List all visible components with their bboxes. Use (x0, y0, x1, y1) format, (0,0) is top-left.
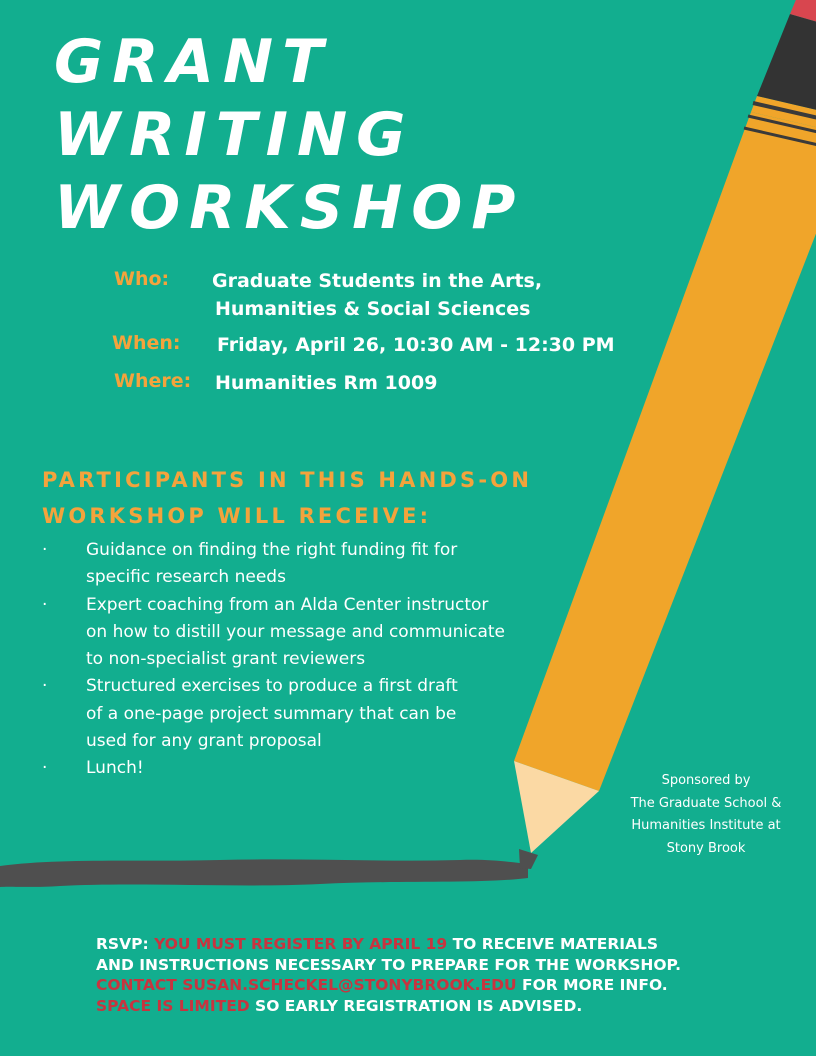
bullet-icon: · (42, 676, 48, 697)
rsvp-text: SO EARLY REGISTRATION IS ADVISED. (249, 996, 583, 1015)
list-item-line: Structured exercises to produce a first draft (86, 676, 458, 697)
list-item-line: to non-specialist grant reviewers (86, 649, 366, 670)
where-value: Humanities Rm 1009 (215, 372, 438, 394)
who-label: Who: (114, 268, 170, 290)
pencil-scribble-line (0, 859, 528, 887)
who-value-line1: Graduate Students in the Arts, (212, 270, 543, 292)
list-item-line: Lunch! (86, 758, 144, 779)
list-item-line: used for any grant proposal (86, 731, 322, 752)
where-label: Where: (114, 370, 192, 392)
workshop-title (54, 26, 524, 245)
rsvp-line (96, 975, 681, 996)
list-item-line: Guidance on finding the right funding fit for (86, 540, 458, 560)
sponsor-line: Humanities Institute at (631, 818, 781, 833)
pencil-graphite-point (519, 849, 538, 869)
list-item (42, 592, 562, 674)
bullet-icon: · (42, 758, 48, 779)
heading-line: PARTICIPANTS IN THIS HANDS-ON (42, 468, 533, 492)
benefits-heading (42, 462, 532, 534)
list-item-line: on how to distill your message and communicate (86, 621, 505, 642)
sponsor-line: Stony Brook (666, 840, 746, 856)
title-line: GRANT (54, 27, 333, 97)
list-item-line: specific research needs (86, 567, 286, 588)
when-value: Friday, April 26, 10:30 AM - 12:30 PM (217, 334, 615, 356)
rsvp-deadline: YOU MUST REGISTER BY APRIL 19 (154, 935, 448, 953)
rsvp-text: TO RECEIVE MATERIALS (447, 935, 659, 953)
list-item-line: Expert coaching from an Alda Center instructor (86, 594, 489, 615)
sponsor-line: The Graduate School & (630, 795, 782, 811)
rsvp-text: RSVP: (96, 935, 155, 953)
rsvp-block (96, 934, 681, 1016)
sponsor-block (618, 770, 794, 860)
list-item-line: of a one-page project summary that can be (86, 703, 457, 724)
bullet-icon: · (42, 594, 48, 615)
benefits-list (42, 537, 562, 783)
heading-line: WORKSHOP WILL RECEIVE: (42, 504, 432, 528)
sponsor-line: Sponsored by (661, 773, 751, 788)
list-item (42, 537, 562, 592)
rsvp-line: AND INSTRUCTIONS NECESSARY TO PREPARE FOR THE WORKSHOP. (96, 955, 681, 974)
bullet-icon: · (42, 540, 48, 560)
when-label: When: (112, 332, 181, 354)
list-item (42, 755, 562, 782)
rsvp-contact-email: CONTACT SUSAN.SCHECKEL@STONYBROOK.EDU (96, 976, 517, 994)
who-value-line2: Humanities & Social Sciences (215, 298, 531, 320)
rsvp-line (96, 934, 681, 955)
rsvp-space-limited: SPACE IS LIMITED (96, 996, 250, 1015)
title-line: WRITING (54, 100, 415, 170)
title-line: WORKSHOP (54, 173, 525, 243)
rsvp-text: FOR MORE INFO. (516, 976, 668, 994)
list-item (42, 673, 562, 755)
rsvp-line (96, 996, 681, 1017)
